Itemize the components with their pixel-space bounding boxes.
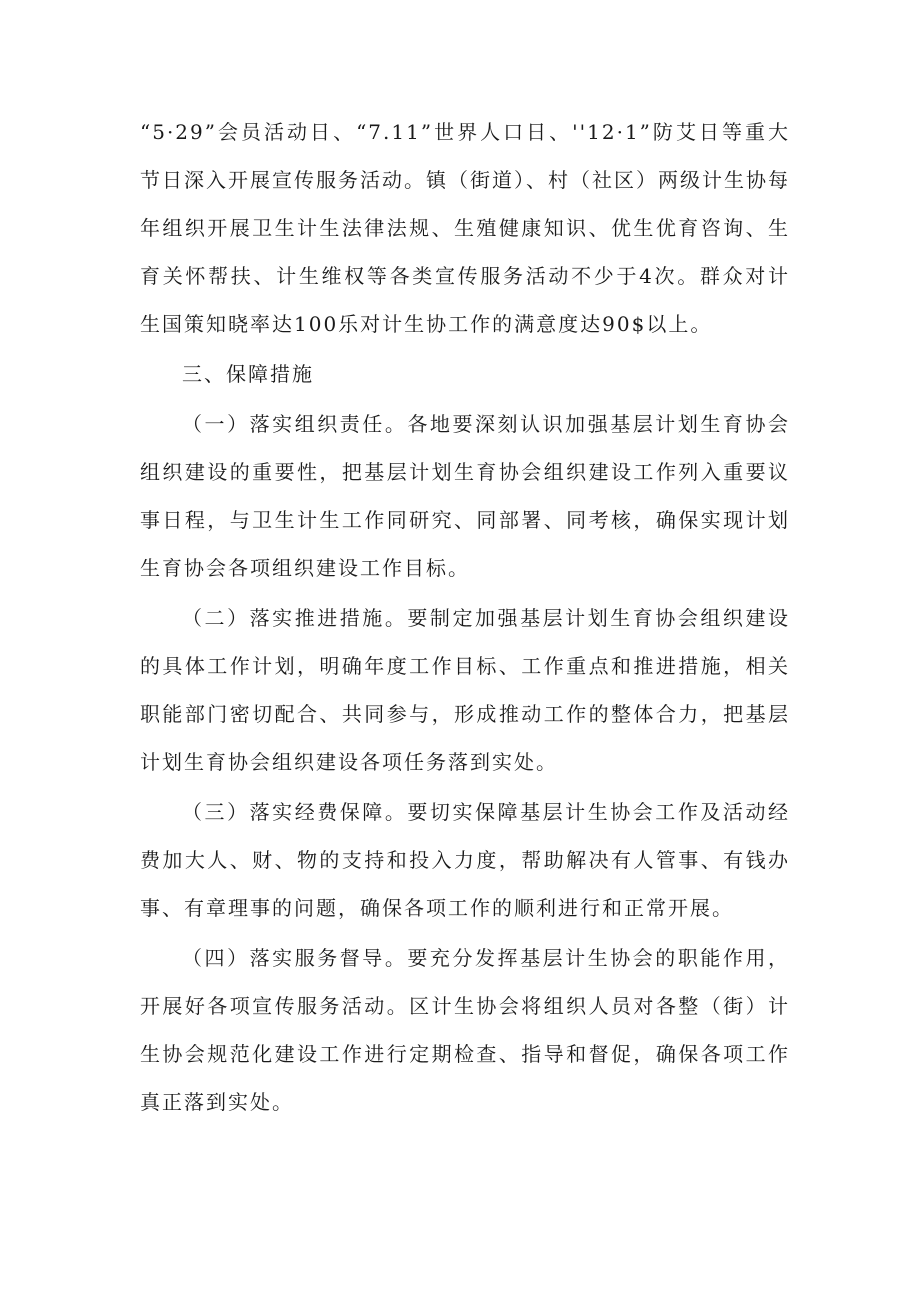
paragraph-promotion-measures: （二）落实推进措施。要制定加强基层计划生育协会组织建设的具体工作计划，明确年度工作目标、工作重点和推进措施，相关职能部门密切配合、共同参与，形成推动工作的整体合力，把基层计划生育协会组织建设各项任务落到实处。: [140, 606, 790, 774]
document-body: [140, 108, 790, 1126]
paragraph-funding-guarantee: （三）落实经费保障。要切实保障基层计生协会工作及活动经费加大人、财、物的支持和投入力度，帮助解决有人管事、有钱办事、有章理事的问题，确保各项工作的顺利进行和正常开展。: [140, 800, 790, 920]
paragraph-publicity-activities: “5·29”会员活动日、“7.11”世界人口日、''12·1”防艾日等重大节日深入开展宣传服务活动。镇（街道）、村（社区）两级计生协每年组织开展卫生计生法律法规、生殖健康知识、优生优育咨询、生育关怀帮扶、计生维权等各类宣传服务活动不少于4次。群众对计生国策知晓率达100乐对计生协工作的满意度达90$以上。: [140, 120, 790, 336]
section-heading-safeguards: 三、保障措施: [182, 362, 314, 386]
paragraph-service-supervision: （四）落实服务督导。要充分发挥基层计生协会的职能作用，开展好各项宣传服务活动。区计生协会将组织人员对各整（街）计生协会规范化建设工作进行定期检查、指导和督促，确保各项工作真正落到实处。: [140, 946, 790, 1114]
paragraph-organizational-responsibility: （一）落实组织责任。各地要深刻认识加强基层计划生育协会组织建设的重要性，把基层计划生育协会组织建设工作列入重要议事日程，与卫生计生工作同研究、同部署、同考核，确保实现计划生育协会各项组织建设工作目标。: [140, 412, 790, 580]
